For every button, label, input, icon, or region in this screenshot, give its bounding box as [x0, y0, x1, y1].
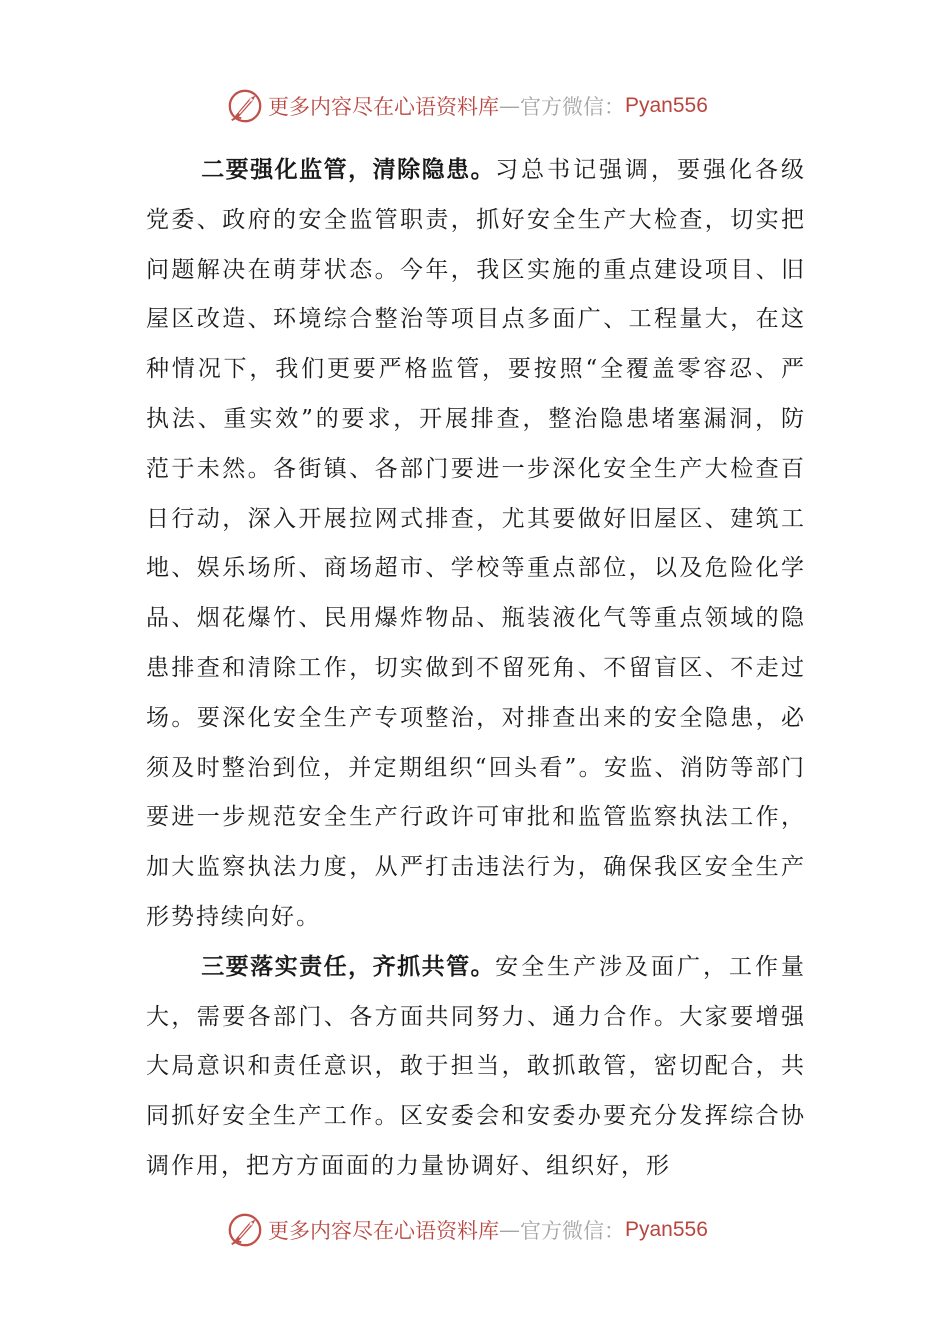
paragraph-text: 安全生产涉及面广，工作量大，需要各部门、各方面共同努力、通力合作。大家要增强大局意识和责任意识，敢于担当，敢抓敢管，密切配合，共同抓好安全生产工作。区安委会和安委办要充分发挥综合协调作用，把方方面面的力量协调好、组织好，形 — [146, 953, 807, 1179]
paragraph-text: 习总书记强调，要强化各级党委、政府的安全监管职责，抓好安全生产大检查，切实把问题解决在萌芽状态。今年，我区实施的重点建设项目、旧屋区改造、环境综合整治等项目点多面广、工程量大，在这种情况下，我们更要严格监管，要按照“全覆盖零容忍、严执法、重实效”的要求，开展排查，整治隐患堵塞漏洞，防范于未然。各街镇、各部门要进一步深化安全生产大检查百日行动，深入开展拉网式排查，尤其要做好旧屋区、建筑工地、娱乐场所、商场超市、学校等重点部位，以及危险化学品、烟花爆竹、民用爆炸物品、瓶装液化气等重点领域的隐患排查和清除工作，切实做到不留死角、不留盲区、不走过场。要深化安全生产专项整治，对排查出来的安全隐患，必须及时整治到位，并定期组织“回头看”。安监、消防等部门要进一步规范安全生产行政许可审批和监管监察执法工作，加大监察执法力度，从严打击违法行为，确保我区安全生产形势持续向好。 — [146, 157, 807, 930]
header-site-text: 更多内容尽在心语资料库 — [268, 95, 499, 119]
paragraph-responsibility — [146, 943, 806, 1192]
header-dash: — — [499, 94, 520, 118]
footer-banner[interactable] — [226, 1208, 708, 1252]
paragraph-heading: 二要强化监管，清除隐患。 — [201, 157, 496, 183]
paragraph-supervision — [146, 146, 806, 943]
footer-account-label: 官方微信： — [520, 1219, 625, 1243]
pen-nib-icon — [226, 1211, 264, 1249]
footer-wechat-handle[interactable]: Pyan556 — [625, 1218, 708, 1241]
header-account-label: 官方微信： — [520, 95, 625, 119]
header-wechat-handle[interactable]: Pyan556 — [625, 94, 708, 117]
footer-site-text: 更多内容尽在心语资料库 — [268, 1219, 499, 1243]
paragraph-heading: 三要落实责任，齐抓共管。 — [201, 953, 496, 980]
header-banner[interactable] — [226, 84, 708, 128]
document-body — [146, 146, 806, 1192]
footer-dash: — — [499, 1218, 520, 1242]
pen-nib-icon — [226, 87, 264, 125]
